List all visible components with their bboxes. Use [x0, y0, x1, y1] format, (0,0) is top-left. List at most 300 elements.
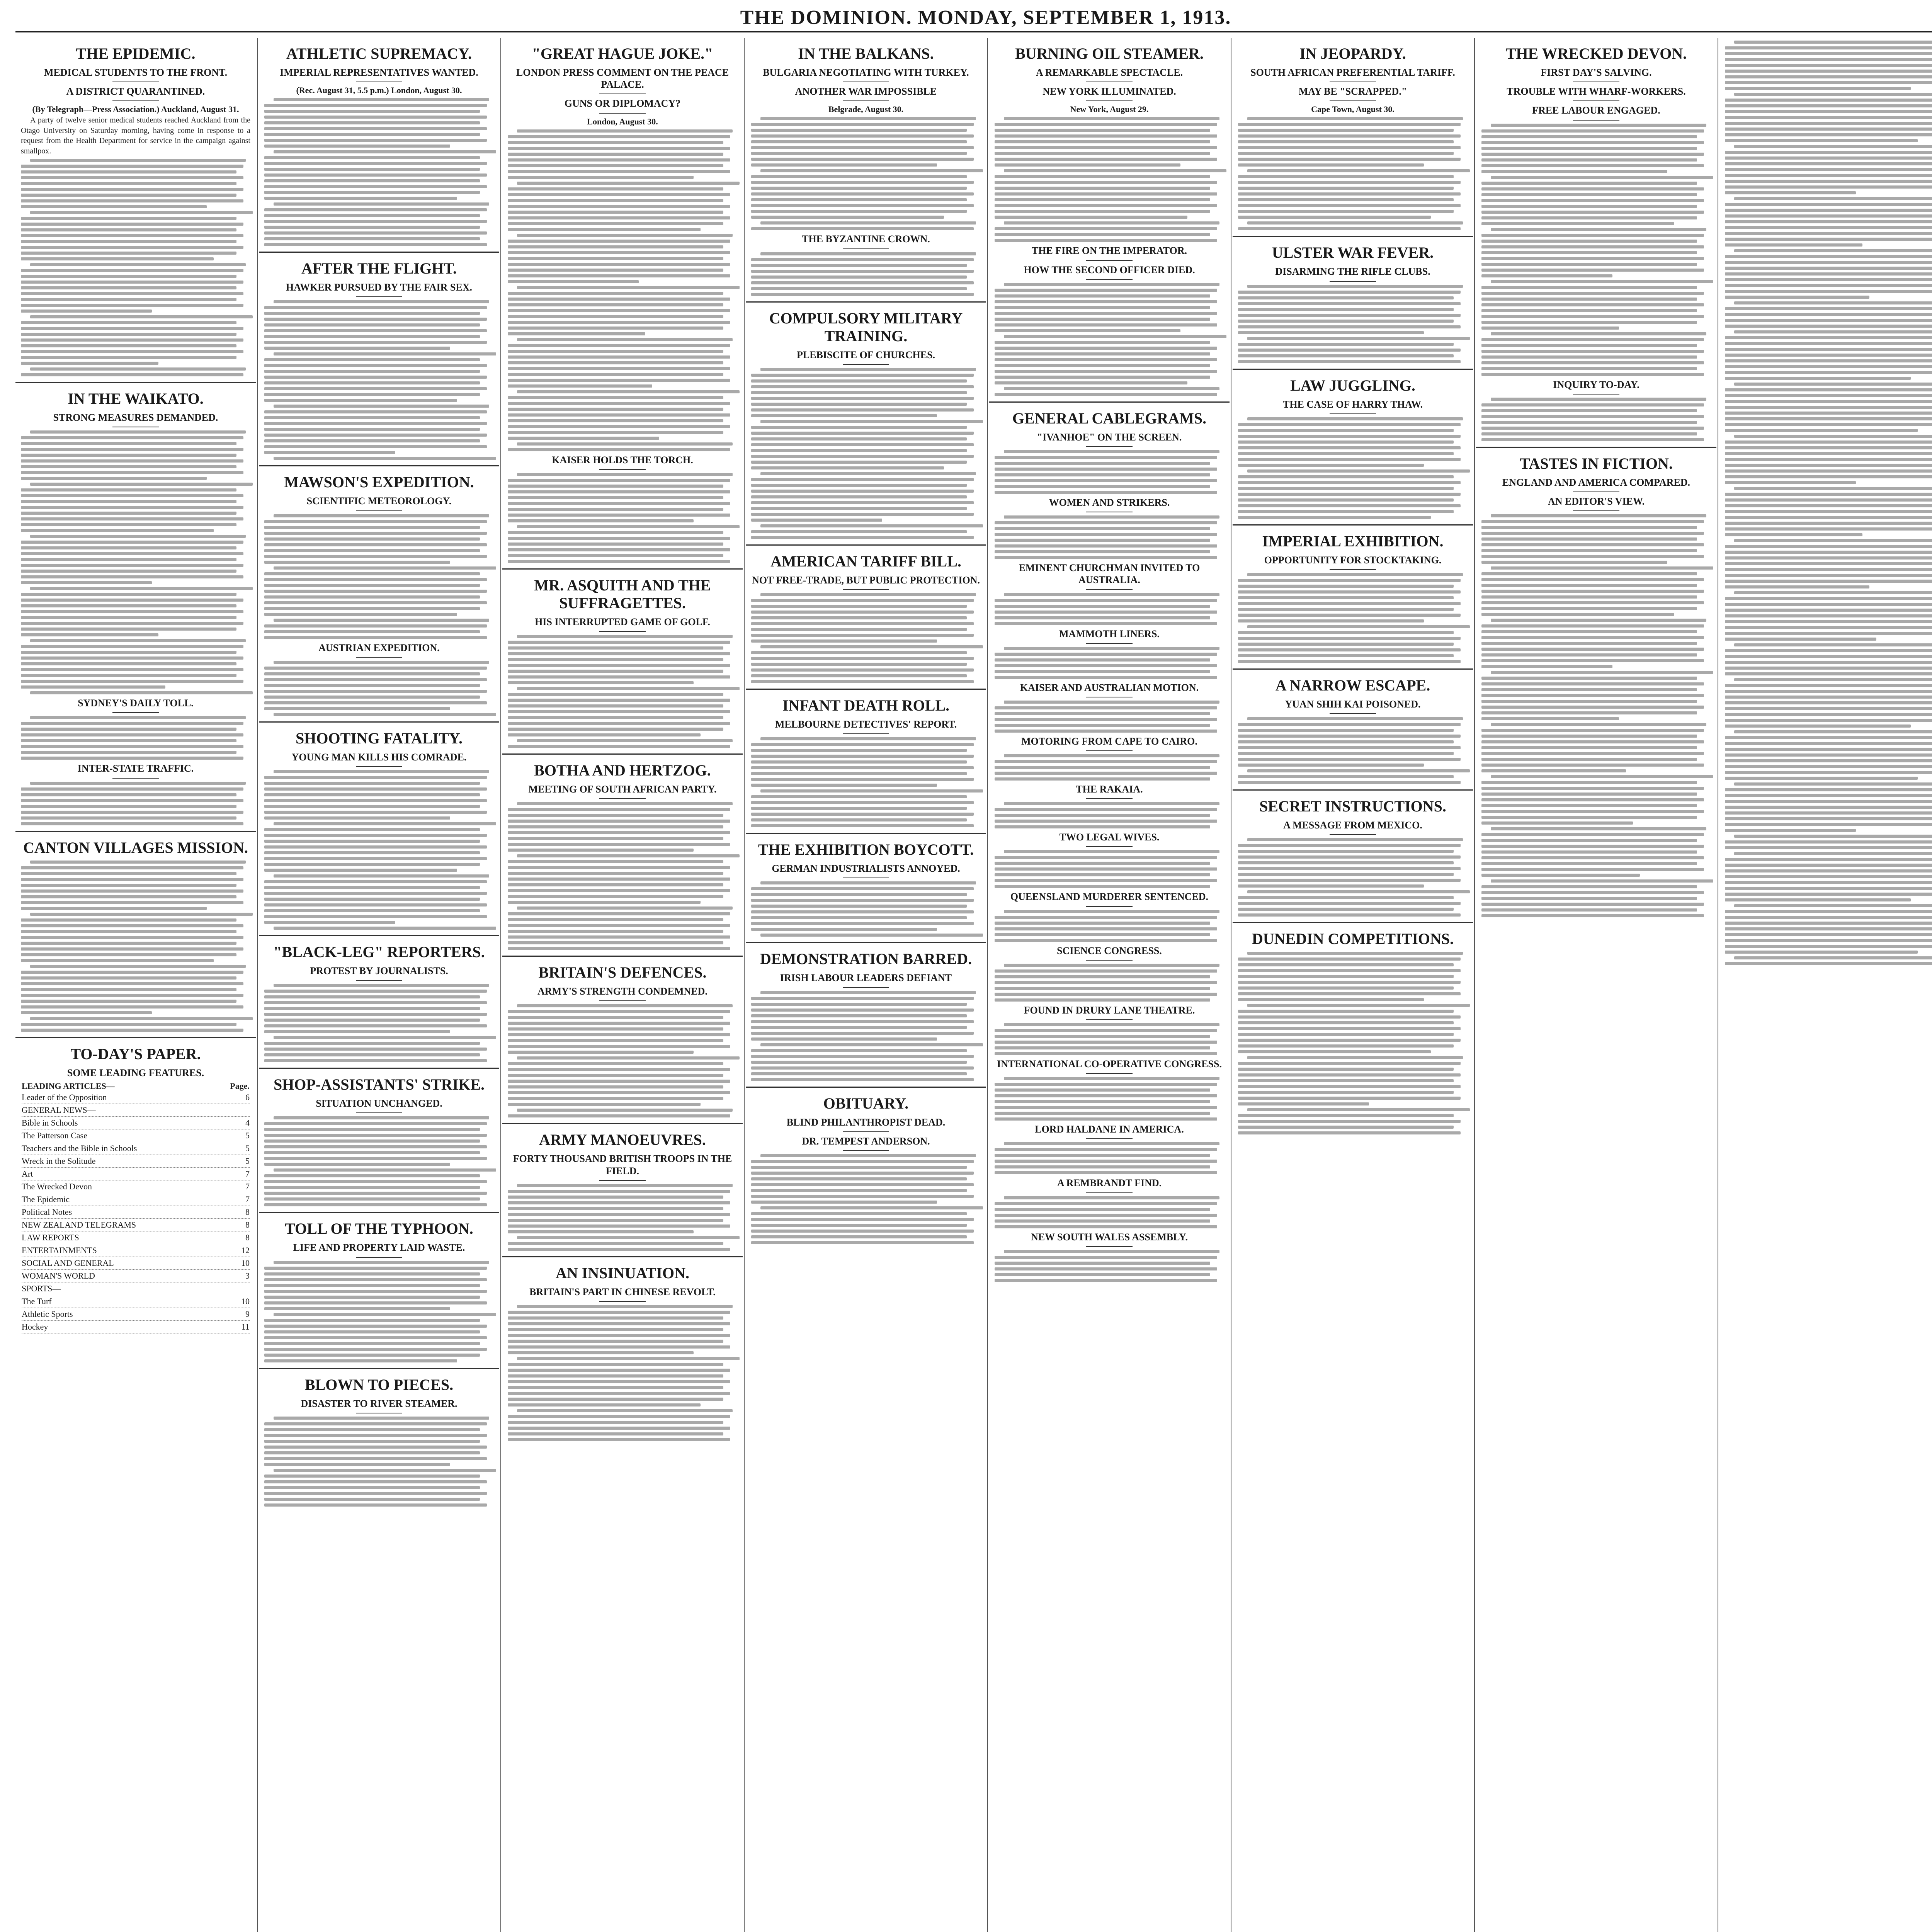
text-line — [508, 1340, 723, 1343]
text-line — [751, 134, 974, 138]
text-line — [1238, 1062, 1461, 1065]
text-line — [1004, 754, 1219, 757]
text-line — [751, 634, 974, 637]
body-text-block — [1238, 838, 1468, 917]
text-line — [274, 300, 489, 303]
text-line — [1725, 823, 1932, 826]
text-line — [1481, 914, 1704, 917]
text-line — [264, 816, 450, 820]
text-line — [264, 601, 487, 604]
section-rule — [502, 753, 743, 755]
subhead-dash — [1330, 281, 1376, 282]
headline: GENERAL CABLEGRAMS. — [1012, 409, 1207, 427]
text-line — [1238, 1073, 1461, 1077]
body-text-block — [508, 1004, 737, 1117]
text-line — [1481, 309, 1697, 312]
text-line — [508, 502, 730, 505]
text-line — [1481, 222, 1674, 225]
text-line — [264, 696, 480, 699]
text-line — [508, 935, 730, 939]
text-line — [760, 420, 983, 423]
subheadline: BULGARIA NEGOTIATING WITH TURKEY. — [763, 67, 969, 78]
text-line — [264, 1174, 480, 1177]
section-rule — [502, 1123, 743, 1124]
subhead-dash — [1086, 960, 1133, 961]
text-line — [995, 1100, 1210, 1103]
text-line — [1725, 406, 1932, 409]
text-line — [21, 936, 243, 939]
subhead-dash — [356, 1112, 402, 1113]
text-line — [508, 1091, 730, 1094]
text-line — [1247, 1108, 1470, 1111]
body-text-block — [508, 129, 737, 451]
text-line — [1481, 798, 1704, 801]
contents-page: 5 — [245, 1156, 250, 1166]
text-line — [1481, 361, 1704, 364]
text-line — [508, 820, 730, 823]
headline: BOTHA AND HERTZOG. — [534, 761, 711, 779]
text-line — [264, 1354, 480, 1357]
text-line — [274, 1313, 496, 1316]
contents-item: The Patterson Case — [22, 1130, 87, 1140]
text-line — [264, 672, 480, 675]
text-line — [21, 223, 243, 226]
text-line — [21, 338, 243, 342]
subhead-dash — [843, 589, 889, 590]
column-5 — [989, 38, 1230, 1932]
text-line — [508, 814, 723, 817]
text-line — [1491, 228, 1706, 231]
text-line — [1725, 400, 1932, 403]
text-line — [508, 658, 723, 661]
text-line — [264, 1013, 487, 1016]
text-line — [751, 807, 967, 810]
text-line — [1247, 337, 1470, 340]
text-line — [1238, 855, 1461, 859]
text-line — [264, 1319, 480, 1322]
text-line — [508, 1027, 723, 1031]
text-line — [264, 127, 487, 130]
subheadline: DISARMING THE RIFLE CLUBS. — [1275, 266, 1430, 277]
text-line — [21, 799, 243, 802]
text-line — [1725, 609, 1932, 612]
body-text-block — [995, 802, 1224, 828]
text-line — [264, 532, 487, 535]
text-line — [995, 323, 1217, 327]
body-text-block — [508, 473, 737, 563]
text-line — [1481, 850, 1697, 854]
text-line — [1491, 176, 1713, 179]
text-line — [1491, 124, 1706, 127]
text-line — [1725, 446, 1932, 449]
text-line — [1481, 717, 1619, 720]
contents-page: 10 — [241, 1258, 250, 1268]
text-line — [1725, 742, 1932, 745]
text-line — [21, 872, 236, 875]
text-line — [995, 175, 1210, 178]
text-line — [508, 548, 730, 551]
text-line — [264, 787, 487, 791]
text-line — [1725, 75, 1932, 78]
text-line — [751, 1183, 974, 1186]
body-text-block — [21, 430, 250, 694]
subheadline: A REMARKABLE SPECTACLE. — [1036, 67, 1183, 78]
text-line — [751, 507, 967, 510]
text-line — [264, 1007, 480, 1010]
text-line — [508, 1196, 723, 1199]
headline: ARMY MANOEUVRES. — [539, 1131, 706, 1149]
text-line — [274, 98, 489, 101]
text-line — [508, 670, 723, 673]
text-line — [517, 802, 733, 805]
contents-row — [22, 1155, 250, 1168]
text-line — [264, 684, 480, 687]
text-line — [1481, 636, 1704, 639]
text-line — [508, 664, 730, 667]
text-line — [517, 234, 733, 237]
text-line — [508, 257, 723, 260]
text-line — [751, 1195, 974, 1198]
text-line — [1238, 192, 1461, 196]
text-line — [21, 523, 236, 526]
text-line — [1238, 1114, 1454, 1117]
text-line — [1481, 292, 1704, 295]
text-line — [1481, 216, 1697, 219]
text-line — [1238, 516, 1431, 519]
text-line — [264, 185, 487, 188]
text-line — [1725, 840, 1932, 844]
text-line — [995, 393, 1217, 396]
text-line — [995, 1041, 1217, 1044]
section-rule — [746, 942, 986, 943]
text-line — [264, 329, 487, 332]
text-line — [1238, 637, 1461, 640]
text-line — [1481, 908, 1697, 912]
subheadline: ANOTHER WAR IMPOSSIBLE — [795, 86, 937, 97]
contents-row — [22, 1142, 250, 1155]
text-line — [508, 1219, 723, 1222]
text-line — [508, 251, 730, 254]
text-line — [1725, 632, 1932, 635]
text-line — [264, 1359, 457, 1362]
text-line — [508, 199, 723, 202]
text-line — [760, 789, 983, 793]
text-line — [995, 676, 1217, 679]
text-line — [1734, 93, 1932, 96]
text-line — [751, 1078, 974, 1081]
text-line — [264, 1330, 480, 1333]
text-line — [1004, 169, 1226, 172]
subheadline: MAMMOTH LINERS. — [1059, 628, 1160, 639]
text-line — [508, 1380, 730, 1383]
body-text-block — [751, 117, 981, 230]
headline: IN THE WAIKATO. — [68, 389, 204, 407]
contents-item: The Epidemic — [22, 1194, 70, 1204]
contents-row — [22, 1321, 250, 1333]
subhead-dash — [1573, 120, 1619, 121]
text-line — [1725, 806, 1932, 809]
text-line — [995, 599, 1217, 602]
subhead-dash — [356, 510, 402, 511]
text-line — [264, 1278, 487, 1281]
text-line — [1238, 1050, 1431, 1053]
text-line — [21, 953, 236, 956]
text-line — [1238, 435, 1461, 438]
text-line — [995, 611, 1217, 614]
text-line — [1481, 315, 1704, 318]
text-line — [264, 341, 487, 344]
text-line — [1238, 487, 1454, 490]
text-line — [508, 408, 723, 411]
text-line — [995, 1225, 1217, 1228]
text-line — [1238, 969, 1461, 972]
text-line — [1481, 682, 1704, 685]
dateline: Cape Town, August 30. — [1311, 104, 1395, 114]
text-line — [751, 1224, 967, 1227]
text-line — [264, 1342, 480, 1345]
text-line — [995, 129, 1210, 132]
text-line — [1481, 263, 1697, 266]
text-line — [508, 1316, 723, 1320]
text-line — [1725, 887, 1932, 890]
text-line — [1238, 204, 1461, 207]
subheadline: FIRST DAY'S SALVING. — [1541, 67, 1652, 78]
text-line — [1725, 481, 1856, 484]
text-line — [1725, 110, 1932, 113]
text-line — [1238, 510, 1454, 513]
headline: TASTES IN FICTION. — [1519, 454, 1673, 472]
text-line — [21, 662, 236, 665]
text-line — [508, 263, 730, 266]
text-line — [751, 801, 974, 804]
text-line — [21, 506, 243, 509]
text-line — [1481, 729, 1704, 732]
text-line — [751, 1014, 967, 1017]
text-line — [1238, 140, 1454, 143]
text-line — [1481, 211, 1704, 214]
text-line — [1725, 394, 1932, 397]
headline: "BLACK-LEG" REPORTERS. — [273, 943, 485, 961]
text-line — [264, 197, 457, 200]
text-line — [264, 903, 487, 906]
text-line — [264, 549, 480, 552]
section-rule — [746, 301, 986, 303]
text-line — [1481, 601, 1704, 604]
text-line — [1238, 648, 1461, 651]
text-line — [508, 1351, 694, 1354]
text-line — [21, 165, 243, 168]
contents-page: 7 — [245, 1181, 250, 1191]
text-line — [1725, 898, 1911, 901]
text-line — [1481, 874, 1640, 877]
text-line — [1481, 561, 1667, 564]
text-line — [508, 211, 723, 214]
text-line — [1725, 388, 1932, 391]
text-line — [1481, 274, 1612, 277]
subhead-dash — [1330, 413, 1376, 414]
text-line — [264, 347, 450, 350]
text-line — [1238, 844, 1461, 847]
text-line — [274, 770, 489, 773]
subheadline: MELBOURNE DETECTIVES' REPORT. — [775, 718, 957, 730]
text-line — [1725, 522, 1932, 525]
subhead-dash — [599, 631, 646, 632]
text-line — [1725, 325, 1932, 328]
text-line — [751, 123, 974, 126]
text-line — [995, 927, 1217, 930]
section-rule — [1233, 524, 1473, 526]
text-line — [1238, 146, 1461, 149]
text-line — [995, 187, 1210, 190]
text-line — [1004, 387, 1219, 390]
column-rule — [1474, 38, 1475, 1932]
text-line — [1725, 951, 1918, 954]
text-line — [21, 947, 243, 951]
text-line — [1481, 578, 1704, 581]
text-line — [21, 757, 243, 760]
text-line — [21, 552, 243, 555]
text-line — [1004, 1077, 1219, 1080]
text-line — [508, 1062, 723, 1065]
contents-item: SPORTS— — [22, 1283, 61, 1293]
body-text-block — [995, 450, 1224, 494]
text-line — [995, 724, 1210, 727]
text-line — [751, 513, 974, 516]
text-line — [751, 605, 967, 608]
text-line — [1238, 896, 1454, 899]
text-line — [21, 959, 214, 962]
text-line — [1238, 879, 1461, 882]
text-line — [21, 1000, 236, 1003]
text-line — [1238, 1085, 1461, 1088]
text-line — [995, 808, 1217, 811]
text-line — [751, 210, 967, 213]
text-line — [1481, 170, 1667, 173]
subheadline: EMINENT CHURCHMAN INVITED TO AUSTRALIA. — [1019, 562, 1200, 586]
text-line — [751, 1160, 974, 1163]
text-line — [751, 227, 974, 230]
text-line — [995, 491, 1217, 494]
text-line — [21, 599, 243, 602]
text-line — [751, 397, 974, 400]
text-line — [1238, 296, 1454, 299]
text-line — [751, 1003, 967, 1006]
contents-row — [22, 1206, 250, 1219]
text-line — [508, 367, 730, 370]
contents-item: Leader of the Opposition — [22, 1092, 107, 1102]
text-line — [264, 145, 450, 148]
contents-item: Political Notes — [22, 1207, 72, 1217]
text-line — [274, 874, 489, 878]
subheadline: SCIENCE CONGRESS. — [1057, 945, 1162, 956]
text-line — [751, 1072, 967, 1075]
text-line — [1725, 551, 1932, 554]
subheadline: INTERNATIONAL CO-OPERATIVE CONGRESS. — [997, 1058, 1222, 1070]
text-line — [1238, 452, 1454, 455]
text-line — [508, 413, 730, 417]
text-line — [1247, 573, 1463, 576]
text-line — [751, 1218, 974, 1221]
text-line — [1725, 209, 1932, 212]
text-line — [21, 188, 243, 191]
text-line — [995, 969, 1217, 973]
text-line — [1481, 205, 1697, 208]
text-line — [1725, 869, 1932, 872]
text-line — [21, 994, 243, 997]
text-line — [751, 391, 967, 394]
body-text-block — [264, 1417, 494, 1507]
text-line — [1725, 180, 1932, 183]
body-text-block — [995, 964, 1224, 1002]
text-line — [751, 403, 967, 406]
text-line — [508, 298, 730, 301]
text-line — [264, 428, 480, 431]
contents-page: 12 — [241, 1245, 250, 1255]
text-line — [1238, 975, 1454, 978]
text-line — [264, 231, 487, 235]
text-line — [1725, 527, 1932, 531]
text-line — [1238, 981, 1461, 984]
text-line — [508, 402, 730, 405]
body-text-block — [508, 635, 737, 748]
text-line — [21, 199, 243, 202]
text-line — [21, 930, 236, 933]
text-line — [1491, 332, 1706, 335]
text-line — [1481, 549, 1697, 552]
text-line — [508, 437, 659, 440]
text-line — [1004, 283, 1219, 286]
text-line — [995, 1208, 1210, 1211]
headline: BURNING OIL STEAMER. — [1015, 45, 1204, 62]
text-line — [508, 332, 645, 335]
text-line — [995, 300, 1217, 303]
text-line — [995, 289, 1217, 292]
subheadline: SYDNEY'S DAILY TOLL. — [78, 697, 194, 709]
text-line — [264, 624, 487, 628]
subhead-dash — [1086, 1192, 1133, 1193]
text-line — [30, 639, 246, 642]
text-line — [995, 539, 1210, 542]
text-line — [1725, 214, 1932, 218]
text-line — [995, 533, 1217, 536]
text-line — [1481, 438, 1704, 441]
text-line — [264, 1163, 450, 1166]
text-line — [30, 483, 253, 486]
text-line — [995, 294, 1210, 298]
text-line — [1725, 777, 1918, 780]
text-line — [751, 1212, 967, 1215]
text-line — [21, 604, 236, 607]
text-line — [21, 194, 236, 197]
text-line — [508, 930, 723, 933]
article-paragraph: A party of twelve senior medical students reached Auckland from the Otago University on Saturday morning, having come in response to a request from the Health Department for service in the campaign against smallpox. — [21, 116, 250, 155]
text-line — [751, 258, 974, 261]
text-line — [508, 1033, 730, 1036]
text-line — [995, 706, 1217, 709]
section-rule — [259, 1212, 499, 1213]
text-line — [1481, 303, 1704, 306]
subheadline: LONDON PRESS COMMENT ON THE PEACE PALACE. — [516, 67, 729, 90]
text-line — [21, 651, 236, 654]
subheadline: THE CASE OF HARRY THAW. — [1283, 398, 1423, 410]
text-line — [21, 822, 243, 825]
text-line — [274, 1116, 489, 1119]
subheadline: FORTY THOUSAND BRITISH TROOPS IN THE FIELD. — [513, 1153, 732, 1177]
text-line — [508, 344, 730, 347]
body-text-block — [21, 861, 250, 1032]
text-line — [1725, 243, 1862, 247]
text-line — [508, 866, 730, 869]
